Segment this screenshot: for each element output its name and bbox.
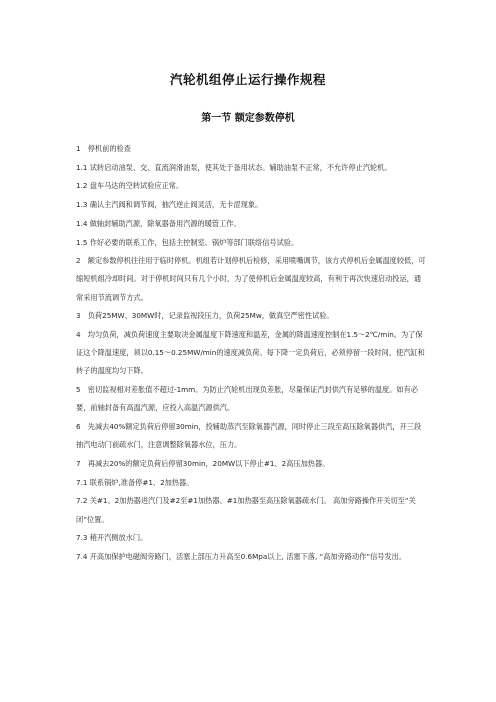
paragraph: 7.2 关#1、2加热器进汽门及#2至#1加热器、#1加热器至高压除氧器疏水门。 高加旁路操作开关切至“关闭”位置。: [76, 496, 416, 524]
paragraph: 2 额定参数停机往往用于临时停机。机组若计划停机后检修，采用喷嘴调节，该方式停机后金属温度较低，可缩短机组冷却时间。对于停机时间只有几个小时，为了使停机后金属温度较高，有利于再次快速启动投运，通常采用节流调节方式。: [76, 256, 426, 302]
paragraph: 6 先减去40%额定负荷后停留30min，投辅助蒸汽至除氧器汽源，同时停止三段至高压除氧器供汽，开三段抽汽电动门前疏水门，注意调整除氧器水位，压力。: [76, 422, 422, 450]
paragraph: 5 密切监视相对差胀值不超过-1mm。为防止汽轮机出现负差胀，尽量保证汽封供汽有足够的温度。如有必要，前轴封备有高温汽源，应投入高温汽源供汽。: [76, 385, 418, 413]
paragraph: 1.2 盘车马达的空转试验应正常。: [76, 181, 184, 191]
paragraph: 1.1 试转启动油泵、交、直流润滑油泵，使其处于备用状态。辅助油泵不正常，不允许停止汽轮机。: [76, 162, 392, 172]
paragraph: 1.3 确认主汽阀和调节阀，抽汽逆止阀灵活，无卡涩现象。: [76, 200, 263, 210]
paragraph: 7.4 开高加保护电磁阀旁路门，活塞上部压力升高至0.6Mpa以上, 活塞下落, “高加旁路动作”信号发出。: [76, 551, 407, 561]
paragraph: 4 均匀负荷，减负荷速度主要取决金属温度下降速度和温差，金属的降温速度控制在1.5～2℃/min。为了保证这个降温速度，须以0.15～0.25MW/min的速度减负荷。每下降一定负荷后，必须停留一段时间，使汽缸和转子的温度均匀下降。: [76, 330, 425, 376]
paragraph: 1.4 做轴封辅助汽源，除氧器备用汽源的暖管工作。: [76, 218, 241, 228]
paragraph: 7.3 稍开汽侧放水门。: [76, 533, 148, 543]
document-body: [76, 140, 426, 567]
paragraph: 7 再减去20%的额定负荷后停留30min，20MW以下停止#1、2高压加热器。: [76, 458, 330, 468]
page-title: 汽轮机组停止运行操作规程: [169, 72, 326, 87]
section-heading: 第一节 额定参数停机: [201, 113, 295, 124]
paragraph: 1 停机前的检查: [76, 144, 131, 153]
paragraph: 1.5 作好必要的联系工作，包括主控制室、锅炉等部门联络信号试验。: [76, 237, 299, 247]
paragraph: 7.1 联系锅炉,准备停#1、2加热器。: [76, 477, 194, 487]
paragraph: 3 负荷25MW、30MW时，记录监视段压力，负荷25Mw，做真空严密性试验。: [76, 311, 334, 321]
